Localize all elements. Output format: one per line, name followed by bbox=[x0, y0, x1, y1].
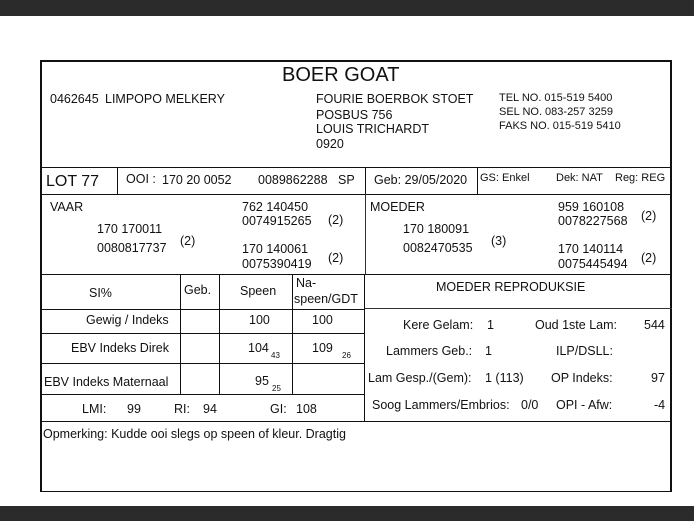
bottom-dark-band bbox=[0, 506, 694, 521]
sire-dam-reg: 0075390419 bbox=[242, 257, 312, 271]
row-ebv-maternaal-label: EBV Indeks Maternaal bbox=[44, 375, 169, 389]
row-ebv-direk-naspeen: 109 bbox=[312, 341, 333, 355]
speen-header: Speen bbox=[240, 284, 277, 298]
opi-label: OPI - Afw: bbox=[556, 398, 613, 412]
sp-code: SP bbox=[338, 173, 355, 187]
divider-si-top bbox=[40, 274, 672, 275]
divider-si-col1 bbox=[180, 274, 181, 394]
remarks-text: Opmerking: Kudde ooi slegs op speen of kleur. Dragtig bbox=[43, 427, 346, 441]
breed-title: BOER GOAT bbox=[282, 64, 400, 86]
gi-value: 108 bbox=[296, 402, 317, 416]
divider-si-col3 bbox=[292, 274, 293, 394]
divider-remarks-top bbox=[40, 421, 672, 422]
lammers-geb-label: Lammers Geb.: bbox=[386, 344, 473, 358]
sire-reg: 0080817737 bbox=[97, 241, 167, 255]
divider-lot-top bbox=[40, 167, 672, 168]
sel-number: SEL NO. 083-257 3259 bbox=[499, 106, 613, 118]
dam-sire-reg: 0078227568 bbox=[558, 214, 628, 228]
lammers-geb-value: 1 bbox=[485, 344, 492, 358]
seller-line-4: 0920 bbox=[316, 137, 344, 151]
lam-gesp-value: 1 (113) bbox=[485, 371, 524, 385]
row-gewig-label: Gewig / Indeks bbox=[86, 313, 169, 327]
divider-lot-bottom bbox=[40, 194, 672, 195]
ooi-value: 170 20 0052 bbox=[162, 173, 232, 187]
sire-dam-count: (2) bbox=[328, 251, 344, 265]
reg-value: Reg: REG bbox=[615, 172, 666, 184]
ri-value: 94 bbox=[203, 402, 217, 416]
divider-pedigree bbox=[365, 194, 366, 274]
seller-line-2: POSBUS 756 bbox=[316, 108, 393, 122]
lmi-label: LMI: bbox=[82, 402, 107, 416]
moeder-label: MOEDER bbox=[370, 200, 425, 214]
row-ebv-maternaal-speen-sub: 25 bbox=[272, 384, 281, 393]
oud-lam-value: 544 bbox=[644, 318, 665, 332]
kere-gelam-value: 1 bbox=[487, 318, 494, 332]
seller-line-1: FOURIE BOERBOK STOET bbox=[316, 92, 474, 106]
op-indeks-value: 97 bbox=[651, 371, 665, 385]
ooi-label: OOI : bbox=[126, 172, 156, 186]
row-ebv-direk-naspeen-sub: 26 bbox=[342, 351, 351, 360]
oud-lam-label: Oud 1ste Lam: bbox=[535, 318, 617, 332]
op-indeks-label: OP Indeks: bbox=[551, 371, 613, 385]
tel-number: TEL NO. 015-519 5400 bbox=[499, 92, 613, 104]
gi-label: GI: bbox=[270, 402, 287, 416]
registration-number: 0089862288 bbox=[258, 173, 328, 187]
naspeen-header-2: speen/GDT bbox=[294, 292, 358, 306]
animal-id: 0462645 bbox=[50, 92, 99, 106]
ri-label: RI: bbox=[174, 402, 190, 416]
kere-gelam-label: Kere Gelam: bbox=[403, 318, 474, 332]
sire-count: (2) bbox=[180, 234, 196, 248]
row-gewig-naspeen: 100 bbox=[312, 313, 333, 327]
naspeen-header-1: Na- bbox=[296, 276, 317, 290]
vaar-label: VAAR bbox=[50, 200, 84, 214]
row-ebv-direk-label: EBV Indeks Direk bbox=[71, 341, 169, 355]
ilp-label: ILP/DSLL: bbox=[556, 344, 613, 358]
row-ebv-maternaal-speen: 95 bbox=[255, 374, 269, 388]
divider-si-row2 bbox=[40, 363, 364, 364]
sire-id: 170 170011 bbox=[97, 222, 163, 236]
opi-value: -4 bbox=[654, 398, 666, 412]
soog-label: Soog Lammers/Embrios: bbox=[372, 398, 510, 412]
divider-lot-1 bbox=[117, 167, 118, 194]
dam-sire-count: (2) bbox=[641, 209, 657, 223]
farm-name: LIMPOPO MELKERY bbox=[105, 92, 225, 106]
sire-sire-reg: 0074915265 bbox=[242, 214, 312, 228]
dam-reg: 0082470535 bbox=[403, 241, 473, 255]
geb-header: Geb. bbox=[184, 283, 212, 297]
dam-dam-reg: 0075445494 bbox=[558, 257, 628, 271]
birth-date: Geb: 29/05/2020 bbox=[374, 173, 468, 187]
top-dark-band bbox=[0, 0, 694, 16]
sire-dam-id: 170 140061 bbox=[242, 242, 309, 256]
lmi-value: 99 bbox=[127, 402, 141, 416]
dek-value: Dek: NAT bbox=[556, 172, 603, 184]
seller-line-3: LOUIS TRICHARDT bbox=[316, 122, 429, 136]
dam-count: (3) bbox=[491, 234, 507, 248]
divider-lot-3 bbox=[477, 167, 478, 194]
si-header: SI% bbox=[89, 286, 112, 300]
dam-dam-id: 170 140114 bbox=[558, 242, 624, 256]
dam-id: 170 180091 bbox=[403, 222, 470, 236]
row-ebv-direk-speen: 104 bbox=[248, 341, 269, 355]
sire-sire-id: 762 140450 bbox=[242, 200, 309, 214]
dam-dam-count: (2) bbox=[641, 251, 657, 265]
divider-repro-head bbox=[364, 308, 672, 309]
row-gewig-speen: 100 bbox=[249, 313, 270, 327]
divider-si-head bbox=[40, 309, 364, 310]
divider-si-row3 bbox=[40, 394, 364, 395]
faks-number: FAKS NO. 015-519 5410 bbox=[499, 120, 621, 132]
divider-lot-2 bbox=[365, 167, 366, 194]
sire-sire-count: (2) bbox=[328, 213, 344, 227]
divider-si-col2 bbox=[219, 274, 220, 394]
lot-number: LOT 77 bbox=[46, 173, 100, 190]
lam-gesp-label: Lam Gesp./(Gem): bbox=[368, 371, 472, 385]
row-ebv-direk-speen-sub: 43 bbox=[271, 351, 280, 360]
dam-sire-id: 959 160108 bbox=[558, 200, 625, 214]
divider-si-col4 bbox=[364, 274, 365, 421]
repro-title: MOEDER REPRODUKSIE bbox=[436, 280, 586, 294]
divider-si-row1 bbox=[40, 333, 364, 334]
gs-value: GS: Enkel bbox=[480, 172, 530, 184]
soog-value: 0/0 bbox=[521, 398, 539, 412]
